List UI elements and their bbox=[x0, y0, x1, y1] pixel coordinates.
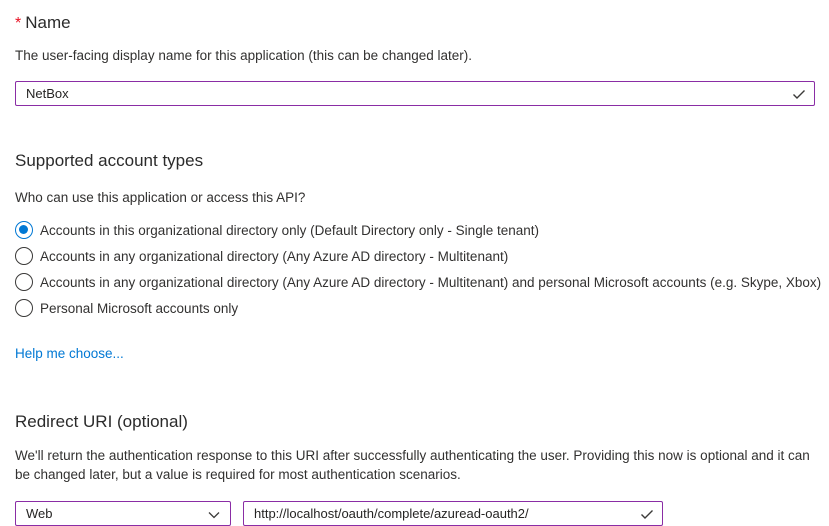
supported-account-types-title: Supported account types bbox=[15, 151, 204, 170]
help-me-choose-link[interactable]: Help me choose... bbox=[15, 346, 124, 361]
name-section-title bbox=[15, 12, 815, 34]
name-input-wrap bbox=[15, 81, 815, 106]
redirect-uri-input-wrap bbox=[243, 501, 663, 526]
name-title-text: Name bbox=[25, 13, 71, 32]
redirect-uri-title: Redirect URI (optional) bbox=[15, 412, 188, 431]
radio-button-selected[interactable] bbox=[15, 221, 33, 239]
radio-label: Accounts in any organizational directory (Any Azure AD directory - Multitenant) bbox=[40, 248, 509, 264]
supported-account-types-section bbox=[15, 150, 822, 363]
radio-option-multitenant[interactable] bbox=[15, 243, 815, 269]
required-asterisk: * bbox=[15, 15, 22, 32]
radio-option-multitenant-personal[interactable] bbox=[15, 269, 822, 295]
account-type-radio-group bbox=[15, 217, 822, 321]
redirect-uri-input[interactable] bbox=[243, 501, 663, 526]
platform-select[interactable] bbox=[15, 501, 231, 526]
radio-option-personal-only[interactable] bbox=[15, 295, 815, 321]
account-types-question: Who can use this application or access this API? bbox=[15, 190, 306, 205]
radio-label: Accounts in this organizational directory only (Default Directory only - Single tenant) bbox=[40, 222, 539, 238]
radio-button[interactable] bbox=[15, 299, 33, 317]
name-description: The user-facing display name for this application (this can be changed later). bbox=[15, 48, 472, 63]
redirect-uri-row bbox=[15, 501, 815, 526]
radio-label: Accounts in any organizational directory (Any Azure AD directory - Multitenant) and personal Microsoft accounts (e.g. Skype, Xbox) bbox=[40, 274, 822, 290]
radio-button[interactable] bbox=[15, 273, 33, 291]
redirect-uri-section bbox=[15, 411, 815, 526]
platform-select-value: Web bbox=[26, 506, 53, 521]
redirect-uri-description: We'll return the authentication response to this URI after successfully authenticating the user. Providing this now is optional and it can be changed later, but a value is required for most authentication scenarios. bbox=[15, 448, 810, 482]
radio-label: Personal Microsoft accounts only bbox=[40, 300, 239, 316]
radio-option-single-tenant[interactable] bbox=[15, 217, 815, 243]
chevron-down-icon bbox=[207, 508, 221, 522]
name-input[interactable] bbox=[15, 81, 815, 106]
radio-button[interactable] bbox=[15, 247, 33, 265]
